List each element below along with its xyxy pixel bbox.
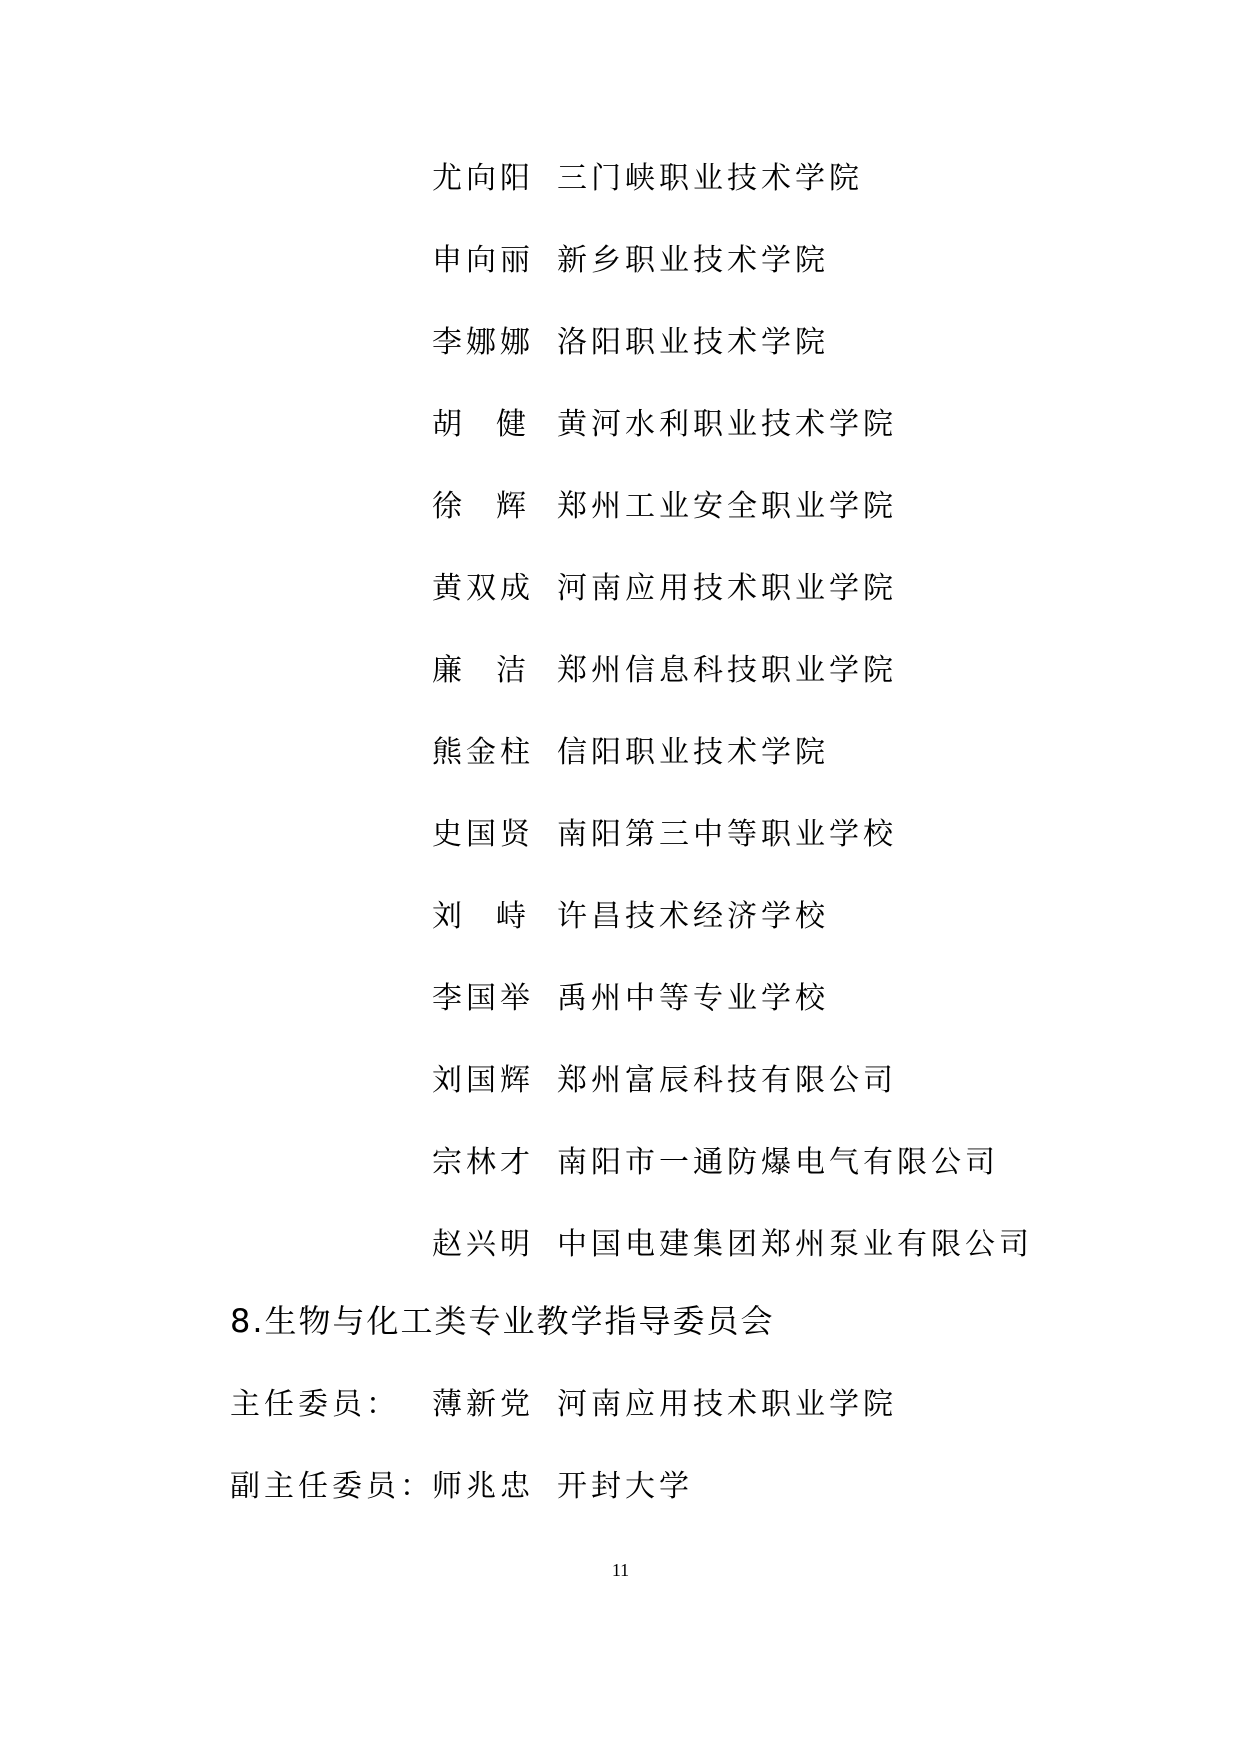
page-number: 11 <box>611 1560 630 1580</box>
director-name: 薄新党 <box>432 1387 534 1422</box>
member-org: 黄河水利职业技术学院 <box>557 407 897 442</box>
member-name: 刘峙 <box>432 899 560 934</box>
member-org: 南阳第三中等职业学校 <box>557 817 897 852</box>
member-org: 郑州信息科技职业学院 <box>557 653 897 688</box>
member-name: 赵兴明 <box>432 1227 534 1262</box>
member-name: 李国举 <box>432 981 534 1016</box>
member-name: 徐辉 <box>432 489 560 524</box>
director-org: 河南应用技术职业学院 <box>557 1387 897 1422</box>
section-heading: 8.生物与化工类专业教学指导委员会 <box>230 1302 775 1340</box>
member-name: 胡健 <box>432 407 560 442</box>
member-org: 南阳市一通防爆电气有限公司 <box>557 1145 999 1180</box>
member-org: 新乡职业技术学院 <box>557 243 829 278</box>
director-label: 主任委员： <box>230 1387 400 1422</box>
member-org: 郑州富辰科技有限公司 <box>557 1063 897 1098</box>
member-name: 黄双成 <box>432 571 534 606</box>
member-name: 廉洁 <box>432 653 560 688</box>
member-org: 郑州工业安全职业学院 <box>557 489 897 524</box>
deputy-director-org: 开封大学 <box>557 1469 693 1504</box>
member-name: 申向丽 <box>432 243 534 278</box>
member-name: 刘国辉 <box>432 1063 534 1098</box>
member-name: 尤向阳 <box>432 161 534 196</box>
member-org: 禹州中等专业学校 <box>557 981 829 1016</box>
deputy-director-label: 副主任委员： <box>230 1469 434 1504</box>
member-name: 宗林才 <box>432 1145 534 1180</box>
member-org: 中国电建集团郑州泵业有限公司 <box>557 1227 1033 1262</box>
member-org: 洛阳职业技术学院 <box>557 325 829 360</box>
member-name: 史国贤 <box>432 817 534 852</box>
member-org: 信阳职业技术学院 <box>557 735 829 770</box>
member-org: 许昌技术经济学校 <box>557 899 829 934</box>
deputy-director-name: 师兆忠 <box>432 1469 534 1504</box>
member-name: 李娜娜 <box>432 325 534 360</box>
member-org: 三门峡职业技术学院 <box>557 161 863 196</box>
member-name: 熊金柱 <box>432 735 534 770</box>
member-org: 河南应用技术职业学院 <box>557 571 897 606</box>
